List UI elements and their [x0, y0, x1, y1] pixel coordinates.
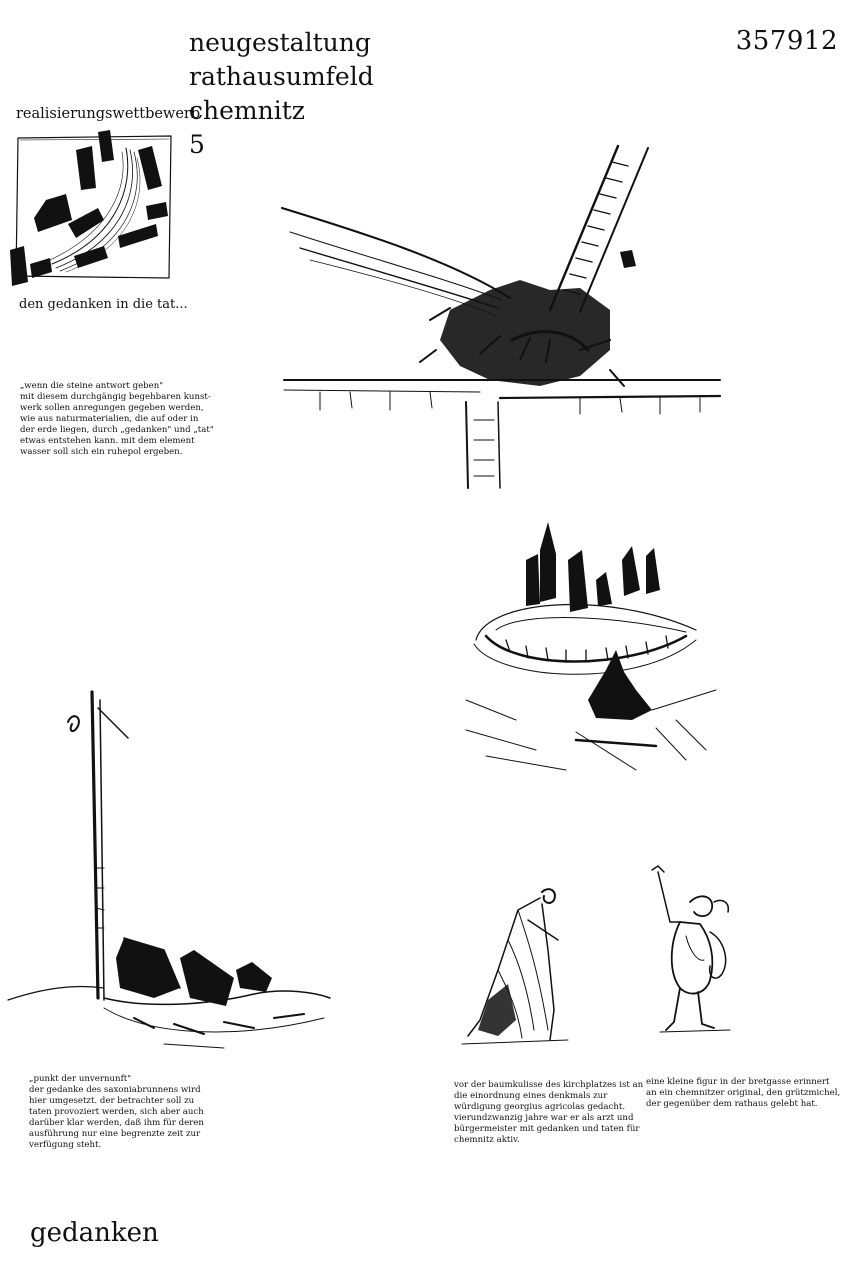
intro-line: mit diesem durchgängig begehbaren kunst-	[20, 392, 211, 402]
figure-text	[646, 1077, 840, 1110]
tagline: den gedanken in die tat...	[19, 297, 188, 312]
agricola-text	[454, 1080, 643, 1146]
small-figure-sketch	[640, 862, 750, 1042]
title-line-4: 5	[189, 130, 205, 159]
fountain-line: hier umgesetzt. der betrachter soll zu	[29, 1096, 195, 1106]
figure-line: an ein chemnitzer original, den grützmichel,	[646, 1088, 841, 1098]
fountain-line: der gedanke des saxoniabrunnens wird	[29, 1085, 201, 1095]
figure-line: der gegenüber dem rathaus gelebt hat.	[646, 1099, 818, 1109]
title-line-3: chemnitz	[189, 96, 305, 125]
intro-line: wasser soll sich ein ruhepol ergeben.	[20, 447, 183, 457]
site-plan-sketch	[6, 128, 176, 288]
fountain-line: taten provoziert werden, sich aber auch	[29, 1107, 204, 1117]
footer-label: gedanken	[30, 1218, 159, 1248]
agricola-line: vor der baumkulisse des kirchplatzes ist an	[454, 1080, 644, 1090]
agricola-line: chemnitz aktiv.	[454, 1135, 520, 1145]
arena-sketch	[456, 520, 726, 790]
intro-line: werk sollen anregungen gegeben werden,	[20, 403, 204, 413]
fountain-line: verfügung steht.	[29, 1140, 102, 1150]
intro-line: der erde liegen, durch „gedanken" und „tat"	[20, 425, 214, 435]
fountain-line: darüber klar werden, daß ihm für deren	[29, 1118, 204, 1128]
figure-line: eine kleine figur in der bretgasse erinnert	[646, 1077, 830, 1087]
agricola-line: die einordnung eines denkmals zur	[454, 1091, 608, 1101]
agricola-line: würdigung georgius agricolas gedacht.	[454, 1102, 626, 1112]
intro-text	[20, 381, 214, 458]
fountain-text	[29, 1074, 204, 1151]
intro-line: etwas entstehen kann. mit dem element	[20, 436, 195, 446]
fountain-line: ausführung nur eine begrenzte zeit zur	[29, 1129, 201, 1139]
competition-label: realisierungswettbewerb	[16, 106, 201, 122]
agricola-line: bürgermeister mit gedanken und taten für	[454, 1124, 640, 1134]
pole-fountain-sketch	[4, 688, 334, 1058]
intro-line: „wenn die steine antwort geben"	[20, 381, 164, 391]
plaza-aerial-sketch	[280, 140, 720, 490]
agricola-figure-sketch	[458, 880, 578, 1050]
title-line-2: rathausumfeld	[189, 62, 374, 91]
entry-code: 357912	[735, 26, 838, 56]
fountain-line: „punkt der unvernunft"	[29, 1074, 132, 1084]
intro-line: wie aus naturmaterialien, die auf oder in	[20, 414, 199, 424]
agricola-line: vierundzwanzig jahre war er als arzt und	[454, 1113, 634, 1123]
title-line-1: neugestaltung	[189, 28, 371, 57]
